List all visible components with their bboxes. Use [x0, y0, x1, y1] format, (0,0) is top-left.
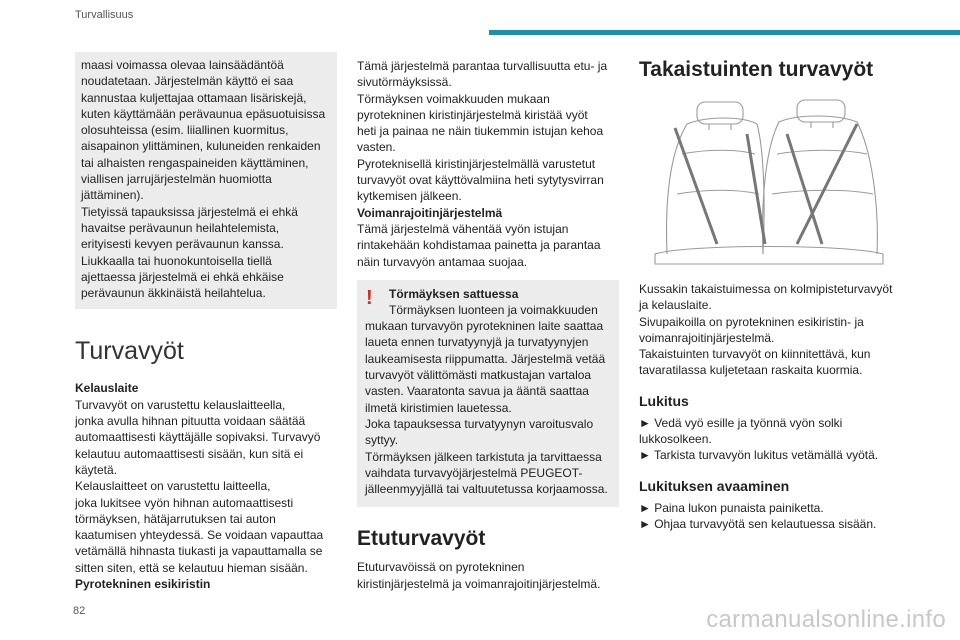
info-box — [75, 52, 337, 309]
column-1 — [75, 52, 337, 592]
header-accent-bar — [489, 30, 960, 35]
instruction-item: ► Tarkista turvavyön lukitus vetämällä vyötä. — [639, 448, 879, 463]
column-2 — [357, 58, 619, 592]
info-line: maasi voimassa olevaa lainsäädäntöä — [81, 58, 284, 72]
instruction-item: lukkosolkeen. — [639, 432, 712, 447]
body-line: ja kelauslaite. — [639, 298, 712, 313]
body-line: rintakehään kohdistamaa painetta ja parantaa — [357, 238, 601, 253]
warning-line: Joka tapauksessa turvatyynyn varoitusvalo — [365, 416, 594, 431]
section-heading-etuturvavyot: Etuturvavyöt — [357, 527, 486, 551]
warning-line: Törmäyksen luonteen ja voimakkuuden — [389, 302, 598, 317]
info-line: ajettaessa järjestelmä ei ehkä ehkäise — [81, 269, 284, 284]
subheading-pyrotekninen: Pyrotekninen esikiristin — [75, 577, 211, 592]
body-line: voimanrajoitinjärjestelmä. — [639, 330, 775, 345]
body-line: kelautuu automaattisesti sisään, kun sitä ei — [75, 446, 304, 461]
warning-icon: ! — [366, 286, 373, 309]
body-line: Törmäyksen voimakkuuden mukaan — [357, 91, 550, 106]
body-line: vetämällä hihnasta tiukasti ja vapauttamalla se — [75, 544, 323, 559]
body-line: sivutörmäyksissä. — [357, 75, 452, 90]
warning-line: ilmetä kiristimien lauetessa. — [365, 400, 512, 415]
warning-line: jälleenmyyjällä tai valtuutetussa korjaamossa. — [365, 482, 608, 497]
warning-line: mukaan turvavyön pyrotekninen laite saattaa — [365, 319, 604, 334]
body-line: tavaratilassa kuljetetaan raskaita kuormia. — [639, 363, 863, 378]
info-line: kannustaa kuljettajaa ottamaan lisäriskejä, — [81, 90, 307, 105]
subheading-voimanrajoitin: Voimanrajoitinjärjestelmä — [357, 205, 503, 220]
warning-line: Törmäyksen jälkeen tarkistuta ja tarvittaessa — [365, 449, 602, 464]
rear-seatbelt-illustration — [647, 94, 891, 266]
body-line: sitten siten, että se kelautuu hieman sisään. — [75, 560, 308, 575]
info-line: jättäminen). — [81, 188, 144, 203]
body-line: jonka avulla hihnan pituutta voidaan säätää — [75, 414, 306, 429]
info-line: tai alhaisten rengaspaineiden käyttäminen, — [81, 155, 309, 170]
info-line: havaitse perävaunun heilahtelemista, — [81, 220, 280, 235]
body-line: kaatumisen yhteydessä. Se voidaan vapauttaa — [75, 528, 324, 543]
info-line: olosuhteissa (esim. liiallinen kuormitus, — [81, 123, 289, 138]
info-line: Tietyissä tapauksissa järjestelmä ei ehkä — [81, 204, 298, 219]
body-line: Turvavyöt on varustettu kelauslaitteella, — [75, 397, 286, 412]
body-line: Pyroteknisellä kiristinjärjestelmällä varustetut — [357, 156, 596, 171]
subheading-lukituksen-avaaminen: Lukituksen avaaminen — [639, 477, 790, 494]
body-line: Kelauslaitteet on varustettu laitteella, — [75, 479, 271, 494]
subheading-lukitus: Lukitus — [639, 392, 689, 409]
body-line: joka lukitsee vyön hihnan automaattisesti — [75, 495, 294, 510]
warning-line: laueta ennen turvatyynyjä ja turvatyynyjen — [365, 335, 589, 350]
body-line: kiristinjärjestelmä ja voimanrajoitinjärjestelmä. — [357, 576, 601, 591]
body-line: Kussakin takaistuimessa on kolmipisteturvavyöt — [639, 282, 893, 296]
body-line: pyrotekninen kiristinjärjestelmä kiristää vyöt — [357, 107, 588, 122]
watermark: carmanualsonline.info — [706, 606, 946, 633]
instruction-item: ► Ohjaa turvavyötä sen kelautuessa sisään. — [639, 516, 877, 531]
warning-line: syttyy. — [365, 433, 399, 448]
instruction-item: ► Paina lukon punaista painiketta. — [639, 500, 824, 515]
info-line: aisapainon ylittäminen, kuluneiden renkaiden — [81, 139, 321, 154]
subheading-kelauslaite: Kelauslaite — [75, 381, 139, 396]
info-line: erityisesti kevyen perävaunun kanssa. — [81, 237, 284, 252]
page-number: 82 — [73, 605, 86, 617]
warning-line: turvavyöt välittömästi matkustajan vartaloa — [365, 368, 592, 383]
warning-line: vaihdata turvavyöjärjestelmä PEUGEOT- — [365, 465, 583, 480]
warning-title: Törmäyksen sattuessa — [389, 286, 519, 301]
body-line: Takaistuinten turvavyöt on kiinnitettävä, kun — [639, 347, 871, 362]
body-line: vasten. — [357, 140, 396, 155]
info-line: viallisen jarrujärjestelmän huomiotta — [81, 172, 272, 187]
body-line: Etuturvavöissä on pyrotekninen — [357, 560, 525, 575]
info-line: noudatetaan. Järjestelmän käyttö ei saa — [81, 74, 294, 89]
info-line: Liukkaalla tai huonokuntoisella tiellä — [81, 253, 272, 268]
body-line: turvavyöt ovat käyttövalmiina heti sytytysvirran — [357, 173, 604, 188]
info-line: kuten käyttämään perävaunua epäsuotuisissa — [81, 106, 326, 121]
body-line: törmäyksen, hätäjarrutuksen tai auton — [75, 511, 276, 526]
column-3 — [639, 52, 901, 532]
body-line: heti ja painaa ne näin tiukemmin istujan kehoa — [357, 124, 604, 139]
info-line: perävaunun äkkinäistä heilahtelua. — [81, 286, 266, 301]
section-heading-turvavyot: Turvavyöt — [75, 337, 184, 366]
instruction-item: ► Vedä vyö esille ja työnnä vyön solki — [639, 415, 843, 430]
warning-line: laukeamisesta riippumatta. Järjestelmä vetää — [365, 351, 606, 366]
body-line: Tämä järjestelmä vähentää vyön istujan — [357, 221, 569, 236]
body-line: kytkemisen jälkeen. — [357, 189, 462, 204]
body-line: käytetä. — [75, 462, 118, 477]
warning-box — [357, 280, 619, 508]
body-line: näin turvavyön antamaa suojaa. — [357, 254, 528, 269]
body-line: Tämä järjestelmä parantaa turvallisuutta etu- ja — [357, 59, 608, 73]
warning-line: vasten. Vaaratonta savua ja ääntä saattaa — [365, 384, 589, 399]
section-heading-takaistuinten: Takaistuinten turvavyöt — [639, 58, 874, 81]
running-header: Turvallisuus — [75, 9, 134, 21]
body-line: automaattisesti käyttäjälle sopivaksi. Turvavyö — [75, 430, 321, 445]
body-line: Sivupaikoilla on pyrotekninen esikiristin- ja — [639, 314, 864, 329]
